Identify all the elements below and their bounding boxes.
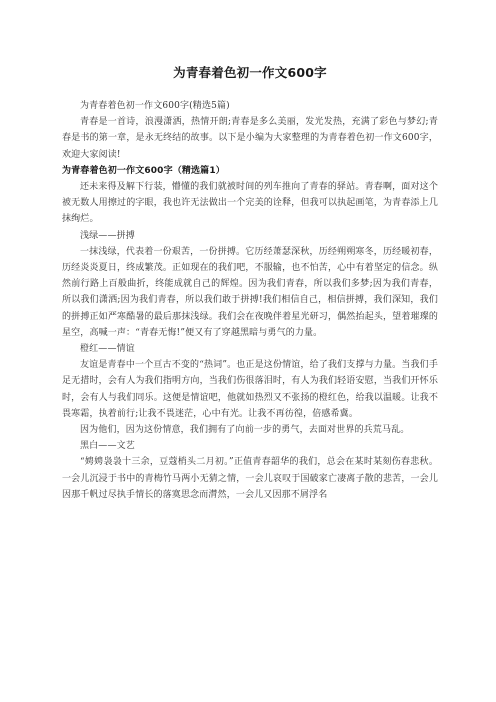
- document-title: 为青春着色初一作文600字: [173, 65, 327, 80]
- essay-paragraph: 还未来得及解下行装，懵懂的我们就被时间的列车推向了青春的驿站。青春啊，面对这个被无数人用擦过的字眼，我也许无法做出一个完美的诠释，但我可以执起画笔，为青春添上几抹绚烂。: [62, 182, 438, 225]
- document-page: [62, 56, 438, 503]
- essay-paragraph: 一抹浅绿，代表着一份艰苦，一份拼搏。它历经萧瑟深秋，历经朔朔寒冬，历经暖初春，历经炎炎夏日，终成繁茂。正如现在的我们吧，不服输，也不怕苦，心中有着坚定的信念。纵然前行路上百般曲折，终能成就自己的辉煌。因为我们青春，所以我们多梦;因为我们青春，所以我们潇洒;因为我们青春，所以我们敢于拼搏!我们相信自己，相信拼搏，我们深知，我们的拼搏正如严寒酷暑的最后那抹浅绿。我们会在夜晚伴着星光研习，偶然抬起头，望着璀璨的星空，高喊一声：“青春无悔!”便又有了穿越黑暗与勇气的力量。: [62, 246, 438, 338]
- section-heading-orange: 橙红——情谊: [80, 344, 135, 355]
- section-heading-green: 浅绿——拼搏: [80, 230, 135, 241]
- essay-paragraph: 友谊是青春中一个亘古不变的“热词”。也正是这份情谊，给了我们支撑与力量。当我们手足无措时，会有人为我们指明方向，当我们伤很落泪时，有人为我们轻语安慰，当我们开怀乐时，会有人与我们同乐。这便是情谊吧，他就如热烈又不张扬的橙红色，给我以温暖。让我不畏寒霜，执着前行;让我不畏迷茫，心中有光。让我不再彷徨，倍感希冀。: [62, 360, 438, 419]
- section-heading-blackwhite: 黑白——文艺: [80, 441, 135, 452]
- essay-paragraph: 因为他们，因为这份情意，我们拥有了向前一步的勇气，去面对世界的兵荒马乱。: [80, 425, 410, 436]
- intro-paragraph: 青春是一首诗，浪漫潇洒，热情开朗;青春是多么美丽，发光发热，充满了彩色与梦幻;青春是书的第一章，是永无终结的故事。以下是小编为大家整理的为青春着色初一作文600字，欢迎大家阅读!: [62, 117, 438, 160]
- essay-paragraph: “娉娉袅袅十三余，豆蔻梢头二月初。”正值青春韶华的我们，总会在某时某刻伤春悲秋。一会儿沉浸于书中的青梅竹马两小无猜之情，一会儿哀叹于国破家亡凄离子散的悲苦，一会儿因那千帆过尽执手情长的落寞思念而潸然，一会儿又因那不屑浮名: [62, 457, 438, 500]
- essay-subtitle: 为青春着色初一作文600字（精选篇1）: [62, 165, 225, 176]
- intro-line: 为青春着色初一作文600字(精选5篇): [80, 101, 230, 111]
